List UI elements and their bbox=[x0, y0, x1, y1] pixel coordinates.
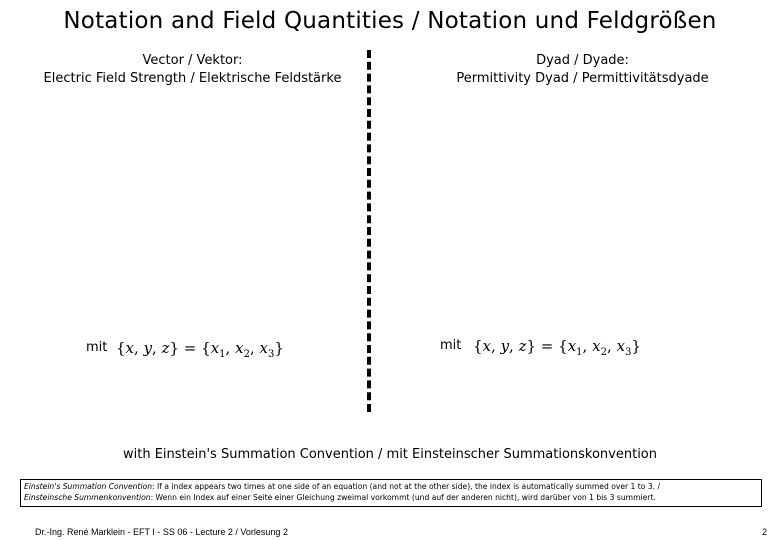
formula-var-z: z bbox=[161, 339, 170, 357]
formula-sub-1: 1 bbox=[576, 347, 583, 358]
formula-equals: } = { bbox=[169, 339, 211, 357]
formula-brace: { bbox=[473, 337, 483, 355]
formula-sub-3: 3 bbox=[267, 349, 275, 360]
formula-var-x1: x bbox=[567, 337, 577, 355]
summation-note-box bbox=[20, 479, 762, 507]
left-mit-label: mit bbox=[86, 340, 108, 355]
slide-title: Notation and Field Quantities / Notation und Feldgrößen bbox=[63, 8, 717, 34]
formula-brace: { bbox=[116, 339, 126, 357]
formula-var-y: y bbox=[143, 339, 153, 357]
column-divider bbox=[367, 50, 371, 412]
note-term-de: Einsteinsche Summenkonvention bbox=[24, 493, 151, 502]
vector-heading-line2: Electric Field Strength / Elektrische Feldstärke bbox=[43, 71, 342, 86]
formula-equals: } = { bbox=[526, 337, 568, 355]
formula-var-x3: x bbox=[616, 337, 625, 355]
formula-var-x2: x bbox=[592, 337, 601, 355]
note-text-de: : Wenn ein Index auf einer Seite einer Gleichung zweimal vorkommt (und auf der anderen nicht), wird darüber von 1 bis 3 summiert. bbox=[150, 493, 656, 502]
note-line-en bbox=[24, 481, 758, 492]
note-text-en: : If a index appears two times at one side of an equation (and not at the other side), the index is automatically summed over 1 to 3. / bbox=[152, 482, 661, 491]
left-index-formula: {x, y, $z\} = \{x_1$, $x_2$, $x_3$} bbox=[116, 339, 284, 360]
formula-brace-close: } bbox=[274, 339, 284, 357]
dyad-heading-line2: Permittivity Dyad / Permittivitätsdyade bbox=[456, 71, 709, 86]
note-term-en: Einstein's Summation Convention bbox=[24, 482, 153, 491]
vector-heading-line1: Vector / Vektor: bbox=[142, 53, 243, 68]
formula-brace-close: } bbox=[631, 337, 641, 355]
note-line-de bbox=[24, 492, 758, 503]
formula-sub-1: 1 bbox=[219, 349, 226, 360]
formula-var-y: y bbox=[500, 337, 510, 355]
vector-heading bbox=[20, 52, 365, 88]
formula-var-x2: x bbox=[235, 339, 244, 357]
formula-var-z: z bbox=[518, 337, 527, 355]
right-index-formula: {x, y, $z\} = \{x_1$, $x_2$, $x_3$} bbox=[473, 337, 641, 358]
formula-sub-2: 2 bbox=[600, 347, 607, 358]
formula-var-x: x bbox=[482, 337, 492, 355]
dyad-heading-line1: Dyad / Dyade: bbox=[536, 53, 629, 68]
formula-var-x: x bbox=[125, 339, 135, 357]
formula-sub-3: 3 bbox=[624, 347, 632, 358]
formula-var-x3: x bbox=[259, 339, 268, 357]
formula-var-x1: x bbox=[210, 339, 220, 357]
formula-sub-2: 2 bbox=[243, 349, 250, 360]
right-mit-label: mit bbox=[440, 338, 462, 353]
page-number: 2 bbox=[762, 527, 768, 537]
dyad-heading bbox=[395, 52, 770, 88]
footer-author-lecture: Dr.-Ing. René Marklein - EFT I - SS 06 - Lecture 2 / Vorlesung 2 bbox=[35, 527, 288, 537]
summation-convention-heading: with Einstein's Summation Convention / mit Einsteinscher Summationskonvention bbox=[122, 447, 657, 462]
